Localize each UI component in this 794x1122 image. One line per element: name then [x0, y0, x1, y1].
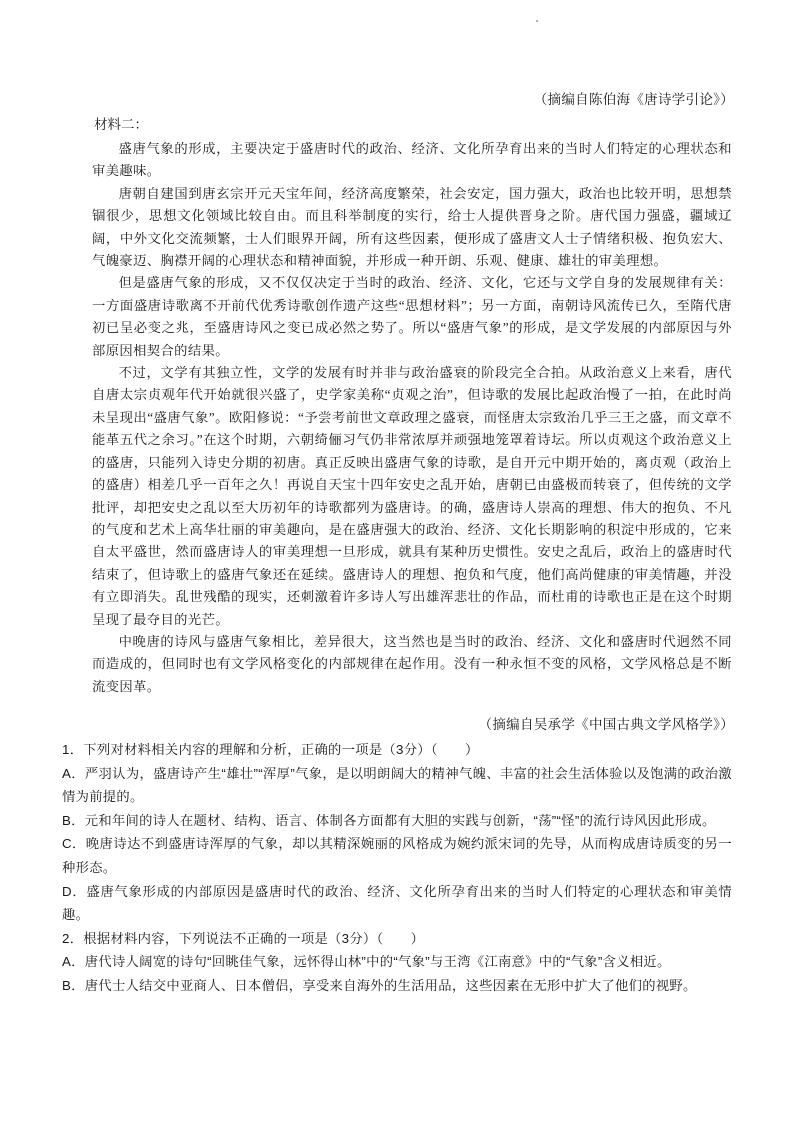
question-1-option-a: A．严羽认为，盛唐诗产生“雄壮”“浑厚”气象，是以明朗阔大的精神气魄、丰富的社会生活体验以及饱满的政治激情为前提的。: [62, 765, 732, 805]
question-2-option-a: A．唐代诗人阔宽的诗句“回眺佳气象，远怀得山林”中的“气象”与王湾《江南意》中的“气象”含义相近。: [62, 954, 671, 970]
question-2-stem: 2．根据材料内容，下列说法不正确的一项是（3分）（ ）: [62, 930, 425, 946]
paragraph-3: 但是盛唐气象的形成，又不仅仅决定于当时的政治、经济、文化，它还与文学自身的发展规律有关：一方面盛唐诗歌离不开前代优秀诗歌创作遗产这些“思想材料”；另一方面，南朝诗风流传已久，至隋代唐初已呈必变之兆，至盛唐诗风之变已成必然之势了。所以“盛唐气象”的形成，是文学发展的内部原因与外部原因相契合的结果。: [92, 275, 732, 358]
paragraph-2: 唐朝自建国到唐玄宗开元天宝年间，经济高度繁荣，社会安定，国力强大，政治也比较开明，思想禁锢很少，思想文化领域比较自由。而且科举制度的实行，给士人提供晋身之阶。唐代国力强盛，疆域辽阔，中外文化交流频繁，士人们眼界开阔，所有这些因素，便形成了盛唐文人士子情绪积极、抱负宏大、气魄豪迈、胸襟开阔的心理状态和精神面貌，并形成一种开朗、乐观、健康、雄壮的审美理想。: [92, 185, 732, 269]
source-citation-top: （摘编自陈伯海《唐诗学引论》）: [533, 92, 734, 107]
paragraph-1: 盛唐气象的形成，主要决定于盛唐时代的政治、经济、文化所孕育出来的当时人们特定的心理状态和审美趣味。: [92, 141, 732, 179]
question-2-option-b: B．唐代士人结交中亚商人、日本僧侣，享受来自海外的生活用品，这些因素在无形中扩大了他们的视野。: [62, 977, 697, 993]
paragraph-4: 不过，文学有其独立性，文学的发展有时并非与政治盛衰的阶段完全合拍。从政治意义上来看，唐代自唐太宗贞观年代开始就很兴盛了，史学家美称“贞观之治”，但诗歌的发展比起政治慢了一拍，在此时尚未呈现出“盛唐气象”。欧阳修说：“予尝考前世文章政理之盛衰，而怪唐太宗致治几乎三王之盛，而文章不能革五代之余习。”在这个时期，六朝绮俪习气仍非常浓厚并顽强地笼罩着诗坛。所以贞观这个政治意义上的盛唐，只能列入诗史分期的初唐。真正反映出盛唐气象的诗歌，是自开元中期开始的，离贞观（政治上的盛唐）相差几乎一百年之久！再说自天宝十四年安史之乱开始，唐朝已由盛极而转衰了，但传统的文学批评，却把安史之乱以至大历初年的诗歌都列为盛唐诗。的确，盛唐诗人崇高的理想、伟大的抱负、不凡的气度和艺术上高华壮丽的审美趣向，是在盛唐强大的政治、经济、文化长期影响的积淀中形成的，它来自太平盛世，然而盛唐诗人的审美理想一旦形成，就具有某种历史惯性。安史之乱后，政治上的盛唐时代结束了，但诗歌上的盛唐气象还在延续。盛唐诗人的理想、抱负和气度，他们高尚健康的审美情趣，并没有立即消失。乱世残酷的现实，还刺激着许多诗人写出雄浑悲壮的作品，而杜甫的诗歌也正是在这个时期呈现了最夺目的光芒。: [92, 365, 732, 627]
source-citation-bottom: （摘编自吴承学《中国古典文学风格学》）: [478, 717, 734, 732]
questions-section: [62, 738, 732, 998]
question-1-option-d: D．盛唐气象形成的内部原因是盛唐时代的政治、经济、文化所孕育出来的当时人们特定的心理状态和审美情趣。: [62, 883, 732, 923]
material-two-body: [92, 138, 732, 698]
material-two-label: 材料二：: [94, 117, 148, 132]
speck-mark: [536, 20, 538, 22]
paragraph-5: 中晚唐的诗风与盛唐气象相比，差异很大，这当然也是当时的政治、经济、文化和盛唐时代迥然不同而造成的，但同时也有文学风格变化的内部规律在起作用。没有一种永恒不变的风格，文学风格总是不断流变因革。: [92, 633, 732, 694]
question-1-stem: 1．下列对材料相关内容的理解和分析，正确的一项是（3分）（ ）: [62, 742, 479, 757]
question-1-option-b: B．元和年间的诗人在题材、结构、语言、体制各方面都有大胆的实践与创新，“荡”“怪”的流行诗风因此形成。: [62, 812, 716, 828]
question-1-option-c: C．晚唐诗达不到盛唐诗浑厚的气象，却以其精深婉丽的风格成为婉约派宋词的先导，从而构成唐诗质变的另一种形态。: [62, 836, 732, 875]
